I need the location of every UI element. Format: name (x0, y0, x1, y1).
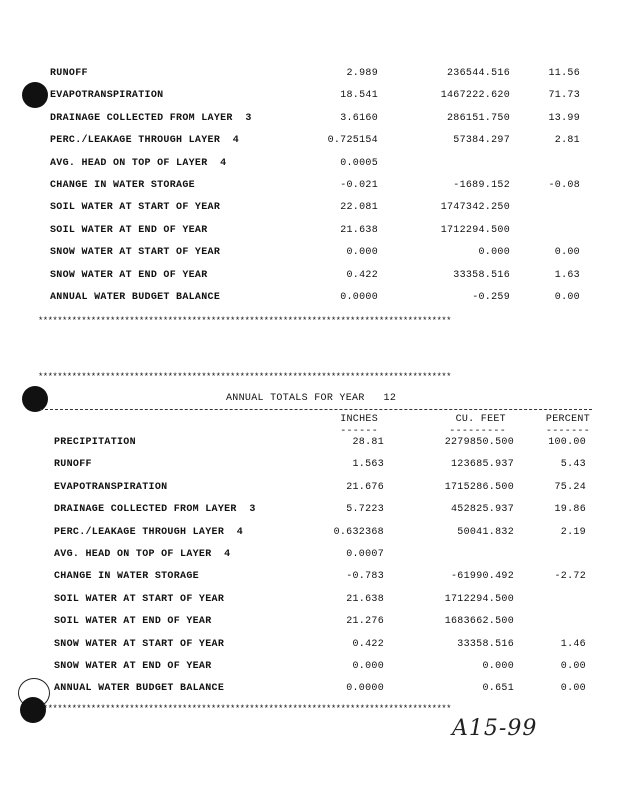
row-inches: 0.422 (352, 638, 384, 650)
row-label: AVG. HEAD ON TOP OF LAYER 4 (50, 157, 227, 169)
row-percent: 0.00 (560, 661, 586, 672)
row-cuft: 0.000 (482, 661, 514, 672)
row-label: PERC./LEAKAGE THROUGH LAYER 4 (50, 135, 240, 147)
row-inches: 18.541 (340, 90, 378, 102)
row-percent: 0.00 (554, 292, 580, 303)
row-inches: 0.000 (346, 247, 378, 259)
underline-cuft: --------- (449, 426, 506, 437)
row-label: SOIL WATER AT END OF YEAR (50, 224, 208, 236)
title-dashed-rule (40, 409, 592, 410)
row-label: SNOW WATER AT END OF YEAR (54, 661, 212, 672)
row-label: SOIL WATER AT START OF YEAR (50, 202, 221, 214)
row-percent: 0.00 (554, 247, 580, 259)
row-percent: 75.24 (554, 481, 586, 493)
row-label: PERC./LEAKAGE THROUGH LAYER 4 (54, 526, 244, 538)
handwritten-note: A15-99 (452, 716, 538, 741)
row-label: DRAINAGE COLLECTED FROM LAYER 3 (54, 504, 256, 516)
row-inches: 2.989 (346, 68, 378, 79)
row-cuft: 1467222.620 (440, 90, 510, 102)
row-inches: 28.81 (352, 437, 384, 448)
row-inches: 0.0000 (340, 292, 378, 303)
row-label: PRECIPITATION (54, 437, 136, 448)
row-cuft: -0.259 (472, 292, 510, 303)
row-percent: 1.46 (560, 638, 586, 650)
row-cuft: -61990.492 (450, 571, 514, 583)
row-cuft: 1712294.500 (444, 593, 514, 605)
row-inches: 5.7223 (346, 504, 384, 516)
row-inches: 21.638 (346, 593, 384, 605)
row-label: RUNOFF (50, 68, 88, 79)
row-percent: 19.86 (554, 504, 586, 516)
row-cuft: 286151.750 (446, 112, 510, 124)
row-label: CHANGE IN WATER STORAGE (50, 180, 195, 191)
row-cuft: 57384.297 (453, 135, 510, 147)
row-cuft: 1747342.250 (440, 202, 510, 214)
row-percent: 5.43 (560, 459, 586, 471)
row-label: SOIL WATER AT START OF YEAR (54, 593, 225, 605)
row-label: RUNOFF (54, 459, 92, 471)
row-label: SNOW WATER AT START OF YEAR (54, 638, 225, 650)
row-cuft: 1712294.500 (440, 224, 510, 236)
row-label: SNOW WATER AT START OF YEAR (50, 247, 221, 259)
row-label: ANNUAL WATER BUDGET BALANCE (54, 683, 225, 695)
row-percent: 11.56 (548, 68, 580, 79)
row-cuft: 33358.516 (457, 638, 514, 650)
row-cuft: 0.651 (482, 683, 514, 695)
row-inches: 3.6160 (340, 112, 378, 124)
row-label: AVG. HEAD ON TOP OF LAYER 4 (54, 549, 231, 560)
row-cuft: 0.000 (478, 247, 510, 259)
row-inches: 0.422 (346, 269, 378, 281)
stars-separator-3: ************************************************************************************** (38, 704, 451, 714)
header-percent: PERCENT (545, 414, 590, 425)
row-inches: 0.0007 (346, 549, 384, 560)
row-inches: 21.276 (346, 616, 384, 628)
row-label: DRAINAGE COLLECTED FROM LAYER 3 (50, 112, 252, 124)
row-label: ANNUAL WATER BUDGET BALANCE (50, 292, 221, 303)
stars-separator-1: ************************************************************************************** (38, 316, 451, 326)
row-inches: -0.783 (346, 571, 384, 583)
row-inches: 22.081 (340, 202, 378, 214)
row-inches: 21.638 (340, 224, 378, 236)
row-label: CHANGE IN WATER STORAGE (54, 571, 199, 583)
row-inches: 0.632368 (333, 526, 384, 538)
row-inches: 1.563 (352, 459, 384, 471)
row-cuft: 1715286.500 (444, 481, 514, 493)
stars-separator-2: ************************************************************************************** (38, 372, 451, 382)
row-cuft: -1689.152 (453, 180, 510, 191)
row-percent: 100.00 (548, 437, 586, 448)
row-inches: 0.0000 (346, 683, 384, 695)
row-inches: 0.0005 (340, 157, 378, 169)
row-label: SOIL WATER AT END OF YEAR (54, 616, 212, 628)
row-cuft: 2279850.500 (444, 437, 514, 448)
header-inches: INCHES (340, 414, 378, 425)
header-cuft: CU. FEET (455, 414, 506, 425)
row-inches: 0.000 (352, 661, 384, 672)
row-cuft: 236544.516 (446, 68, 510, 79)
row-percent: 13.99 (548, 112, 580, 124)
row-cuft: 1683662.500 (444, 616, 514, 628)
row-percent: 71.73 (548, 90, 580, 102)
row-cuft: 33358.516 (453, 269, 510, 281)
row-percent: -0.08 (548, 180, 580, 191)
underline-percent: ------- (545, 426, 590, 437)
row-percent: -2.72 (554, 571, 586, 583)
row-label: SNOW WATER AT END OF YEAR (50, 269, 208, 281)
year12-title: ANNUAL TOTALS FOR YEAR 12 (226, 393, 397, 404)
row-percent: 2.19 (560, 526, 586, 538)
punch-hole-top (22, 82, 48, 108)
row-label: EVAPOTRANSPIRATION (50, 90, 164, 102)
row-cuft: 50041.832 (457, 526, 514, 538)
row-percent: 2.81 (554, 135, 580, 147)
row-label: EVAPOTRANSPIRATION (54, 481, 168, 493)
row-percent: 0.00 (560, 683, 586, 695)
row-percent: 1.63 (554, 269, 580, 281)
row-cuft: 452825.937 (450, 504, 514, 516)
underline-inches: ------ (340, 426, 378, 437)
row-inches: 0.725154 (327, 135, 378, 147)
row-cuft: 123685.937 (450, 459, 514, 471)
row-inches: -0.021 (340, 180, 378, 191)
row-inches: 21.676 (346, 481, 384, 493)
